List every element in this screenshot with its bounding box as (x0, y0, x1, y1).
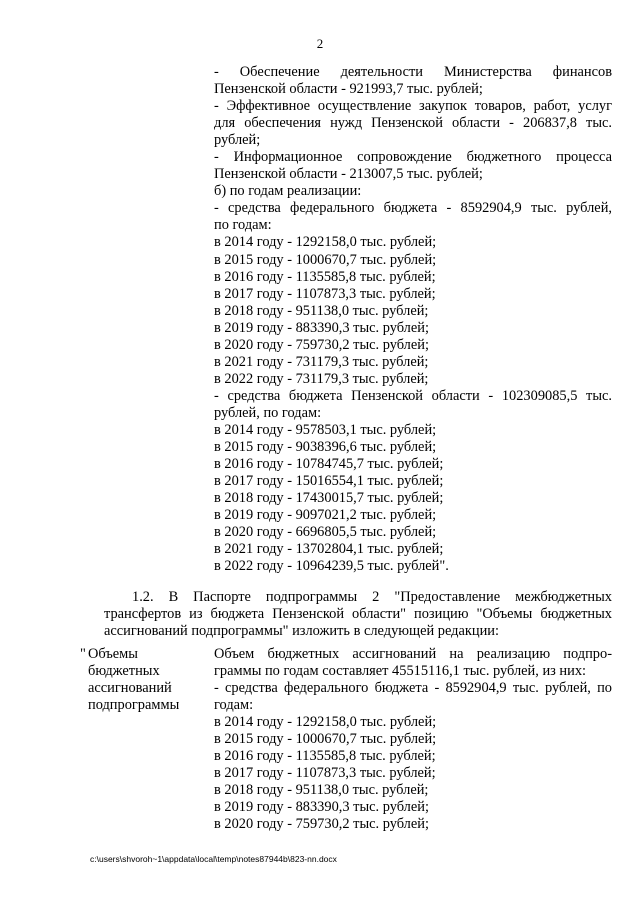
table-label-line: бюджетных (88, 663, 160, 680)
funding-text-line: рублей; (214, 132, 261, 149)
funding-text-line: Пензенской области - 921993,7 тыс. рублей; (214, 81, 483, 98)
funding-text-line: по годам: (214, 217, 272, 234)
paragraph-line: 1.2. В Паспорте подпрограммы 2 "Предоставление межбюджетных (132, 589, 612, 605)
funding-text-line: в 2019 году - 9097021,2 тыс. рублей; (214, 507, 437, 524)
table-value-cell (214, 646, 612, 834)
funding-text-line: в 2019 году - 883390,3 тыс. рублей; (214, 319, 429, 336)
funding-text-line: Пензенской области - 213007,5 тыс. рублей; (214, 166, 483, 183)
funding-text-line: в 2014 году - 9578503,1 тыс. рублей; (214, 421, 437, 438)
table-value-line: в 2014 году - 1292158,0 тыс. рублей; (214, 714, 437, 731)
funding-text-line: - средства федерального бюджета - 8592904,9 тыс. рублей, (214, 200, 612, 217)
funding-text-line: в 2018 году - 951138,0 тыс. рублей; (214, 302, 429, 319)
table-value-line: в 2018 году - 951138,0 тыс. рублей; (214, 782, 429, 799)
table-value-line: в 2020 году - 759730,2 тыс. рублей; (214, 816, 429, 833)
table-value-line: в 2016 году - 1135585,8 тыс. рублей; (214, 748, 436, 765)
funding-text-line: б) по годам реализации: (214, 183, 362, 200)
funding-text-line: в 2016 году - 1135585,8 тыс. рублей; (214, 268, 436, 285)
table-value-line: в 2017 году - 1107873,3 тыс. рублей; (214, 765, 436, 782)
funding-text-line: в 2017 году - 15016554,1 тыс. рублей; (214, 473, 444, 490)
funding-text-line: в 2014 году - 1292158,0 тыс. рублей; (214, 234, 437, 251)
funding-text-line: рублей, по годам: (214, 404, 322, 421)
table-label-cell (80, 646, 198, 714)
document-file-path: c:\users\shvoroh~1\appdata\local\temp\notes87944b\823-nn.docx (90, 854, 337, 864)
funding-text-line: в 2022 году - 731179,3 тыс. рублей; (214, 370, 429, 387)
funding-text-line: в 2021 году - 13702804,1 тыс. рублей; (214, 541, 444, 558)
table-label-line: ассигнований (88, 680, 172, 697)
funding-text-line: в 2020 году - 759730,2 тыс. рублей; (214, 336, 429, 353)
funding-text-line: в 2021 году - 731179,3 тыс. рублей; (214, 353, 429, 370)
funding-by-year-list (214, 64, 612, 575)
table-value-line: - средства федерального бюджета - 8592904,9 тыс. рублей, по (214, 680, 612, 697)
funding-text-line: в 2015 году - 1000670,7 тыс. рублей; (214, 251, 437, 268)
funding-text-line: - Обеспечение деятельности Министерства финансов (214, 64, 612, 80)
table-label-line: Объемы (88, 646, 138, 662)
funding-text-line: в 2017 году - 1107873,3 тыс. рублей; (214, 285, 436, 302)
funding-text-line: - Эффективное осуществление закупок товаров, работ, услуг (214, 98, 612, 115)
funding-text-line: в 2020 году - 6696805,5 тыс. рублей; (214, 524, 437, 541)
table-value-line: в 2019 году - 883390,3 тыс. рублей; (214, 799, 429, 816)
funding-text-line: - средства бюджета Пензенской области - 102309085,5 тыс. (214, 387, 612, 404)
funding-text-line: для обеспечения нужд Пензенской области - 206837,8 тыс. (214, 115, 612, 132)
page-number: 2 (316, 36, 324, 51)
table-value-line: в 2015 году - 1000670,7 тыс. рублей; (214, 731, 437, 748)
funding-text-line: в 2018 году - 17430015,7 тыс. рублей; (214, 490, 444, 507)
paragraph-line: трансфертов из бюджета Пензенской области" позицию "Объемы бюджетных (104, 606, 612, 623)
table-label-line: подпрограммы (88, 697, 180, 714)
funding-text-line: в 2015 году - 9038396,6 тыс. рублей; (214, 439, 437, 456)
opening-quote: " (80, 646, 86, 662)
table-value-line: Объем бюджетных ассигнований на реализацию подпро- (214, 646, 612, 662)
table-value-line: граммы по годам составляет 45515116,1 тыс. рублей, из них: (214, 663, 587, 680)
table-value-line: годам: (214, 697, 254, 714)
paragraph-line: ассигнований подпрограммы" изложить в следующей редакции: (104, 623, 499, 640)
funding-text-line: - Информационное сопровождение бюджетного процесса (214, 149, 612, 166)
funding-text-line: в 2022 году - 10964239,5 тыс. рублей". (214, 558, 449, 575)
funding-text-line: в 2016 году - 10784745,7 тыс. рублей; (214, 456, 444, 473)
amendment-paragraph (104, 589, 612, 640)
